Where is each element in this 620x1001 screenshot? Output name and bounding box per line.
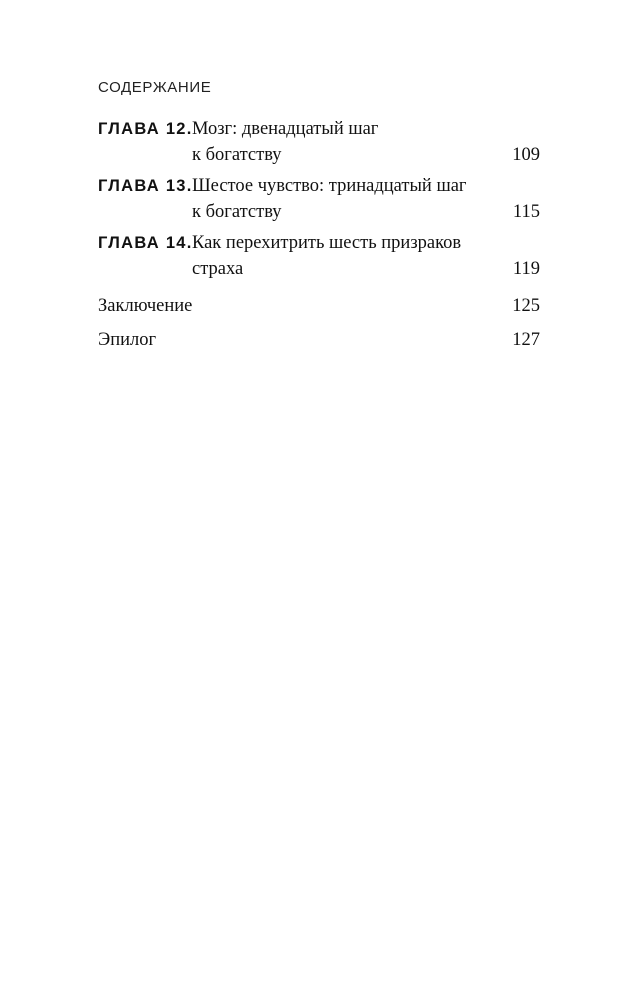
chapter-title [192, 116, 492, 168]
chapter-label: ГЛАВА 12. [98, 120, 193, 138]
toc-entry-epilogue[interactable] [98, 327, 540, 361]
toc-entry-conclusion[interactable] [98, 293, 540, 327]
page-number: 109 [512, 145, 540, 165]
chapter-title [192, 173, 492, 225]
toc-entry-chapter-13[interactable] [98, 173, 540, 230]
chapter-title-line: Шестое чувство: тринадцатый шаг [192, 176, 467, 196]
page-number: 127 [512, 330, 540, 350]
chapter-title-line: страха [192, 259, 244, 279]
chapter-label: ГЛАВА 14. [98, 234, 193, 252]
table-of-contents [98, 116, 540, 361]
chapter-title-line: к богатству [192, 145, 282, 165]
entry-title: Заключение [98, 296, 193, 316]
toc-entry-chapter-12[interactable] [98, 116, 540, 173]
page-number: 115 [512, 202, 540, 222]
chapter-title [192, 230, 492, 282]
chapter-title-line: к богатству [192, 202, 282, 222]
toc-entry-chapter-14[interactable] [98, 230, 540, 287]
chapter-label: ГЛАВА 13. [98, 177, 193, 195]
running-head: СОДЕРЖАНИЕ [98, 79, 212, 96]
entry-title: Эпилог [98, 330, 157, 350]
chapter-title-line: Мозг: двенадцатый шаг [192, 119, 379, 139]
page-number: 119 [512, 259, 540, 279]
chapter-title-line: Как перехитрить шесть призраков [192, 233, 462, 253]
page-number: 125 [512, 296, 540, 316]
